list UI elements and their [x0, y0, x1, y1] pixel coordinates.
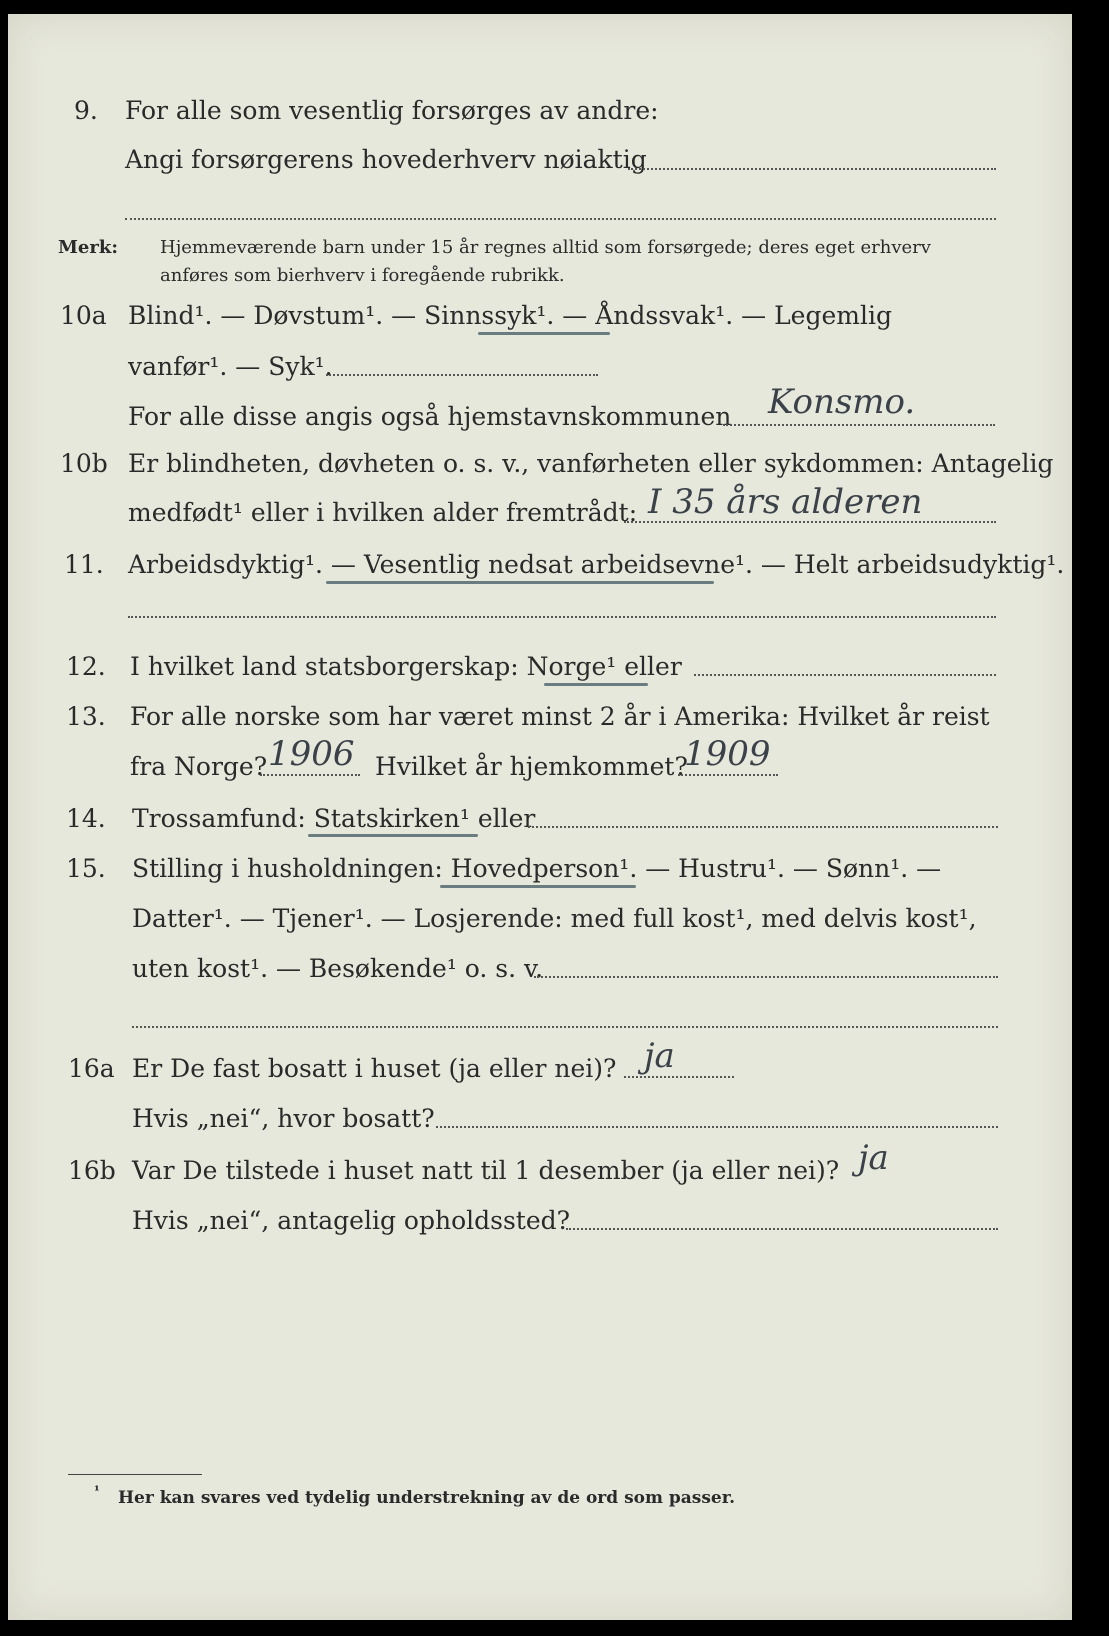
merk-note-line2: anføres som bierhverv i foregående rubrikk.	[160, 265, 565, 286]
footnote-rule	[68, 1474, 202, 1475]
q11-number: 11.	[64, 550, 104, 579]
q16a-bosatt-line[interactable]	[436, 1126, 998, 1128]
q13-hjemkommet-line[interactable]	[678, 774, 778, 776]
q14-trossamfund: Trossamfund: Statskirken¹ eller	[132, 804, 536, 833]
statskirken-underline	[308, 834, 478, 837]
q10a-hjemstavn-label: For alle disse angis også hjemstavnskommunen	[128, 402, 732, 431]
q15-stilling-line2: Datter¹. — Tjener¹. — Losjerende: med full kost¹, med delvis kost¹,	[132, 904, 977, 933]
q16b-opholdssted-label: Hvis „nei“, antagelig opholdssted?	[132, 1206, 571, 1235]
q16a-answer-line[interactable]	[624, 1076, 734, 1078]
q13-number: 13.	[66, 702, 106, 731]
q16b-question: Var De tilstede i huset natt til 1 desember (ja eller nei)?	[132, 1156, 840, 1185]
q13-reist-line[interactable]	[260, 774, 360, 776]
q14-answer-line[interactable]	[528, 826, 998, 828]
q15-stilling-line3: uten kost¹. — Besøkende¹ o. s. v.	[132, 954, 544, 983]
q16b-opholdssted-line[interactable]	[566, 1228, 998, 1230]
q11-answer-line[interactable]	[128, 616, 996, 618]
q13-question: For alle norske som har været minst 2 år i Amerika: Hvilket år reist	[130, 702, 990, 731]
q16a-answer: ja	[644, 1036, 675, 1076]
q16a-question: Er De fast bosatt i huset (ja eller nei)?	[132, 1054, 617, 1083]
q14-number: 14.	[66, 804, 106, 833]
q9-question: For alle som vesentlig forsørges av andre:	[125, 96, 659, 125]
q9-answer-line-2[interactable]	[125, 218, 996, 220]
q15-answer-line[interactable]	[534, 976, 998, 978]
q13-reist-label: fra Norge?	[130, 752, 268, 781]
q9-answer-line[interactable]	[628, 168, 996, 170]
q15-answer-line-2[interactable]	[132, 1026, 998, 1028]
footnote-text: Her kan svares ved tydelig understrekning av de ord som passer.	[118, 1488, 736, 1508]
q11-arbeidsevne: Arbeidsdyktig¹. — Vesentlig nedsat arbeidsevne¹. — Helt arbeidsudyktig¹.	[128, 550, 1065, 579]
merk-note-line1: Hjemmeværende barn under 15 år regnes alltid som forsørgede; deres eget erhverv	[160, 237, 931, 258]
q10a-conditions: Blind¹. — Døvstum¹. — Sinnssyk¹. — Åndssvak¹. — Legemlig	[128, 301, 892, 330]
q13-hjemkommet-answer: 1909	[684, 734, 771, 774]
q10b-alder-answer: I 35 års alderen	[648, 482, 923, 522]
q10a-hjemstavn-line[interactable]	[723, 424, 995, 426]
q13-hjemkommet-label: Hvilket år hjemkommet?	[375, 752, 688, 781]
merk-label: Merk:	[58, 237, 118, 258]
q16a-number: 16a	[68, 1054, 115, 1083]
census-form-page	[8, 14, 1072, 1620]
footnote-mark: ¹	[94, 1484, 100, 1499]
q10a-vanfor-syk: vanfør¹. — Syk¹.	[128, 352, 333, 381]
q13-reist-answer: 1906	[268, 734, 355, 774]
sinnssyk-underline	[478, 332, 610, 335]
q15-stilling-line1: Stilling i husholdningen: Hovedperson¹. — Hustru¹. — Sønn¹. —	[132, 854, 942, 883]
q12-number: 12.	[66, 652, 106, 681]
q16b-number: 16b	[68, 1156, 116, 1185]
q10a-hjemstavn-answer: Konsmo.	[768, 382, 916, 422]
q10b-number: 10b	[60, 449, 108, 478]
norge-underline	[544, 683, 648, 686]
q15-number: 15.	[66, 854, 106, 883]
hovedperson-underline	[440, 885, 636, 888]
q10a-syk-answer-line[interactable]	[326, 374, 598, 376]
q12-answer-line[interactable]	[694, 674, 996, 676]
q16a-bosatt-label: Hvis „nei“, hvor bosatt?	[132, 1104, 435, 1133]
q9-hovederhverv-label: Angi forsørgerens hovederhverv nøiaktig	[125, 145, 647, 174]
q10b-question: Er blindheten, døvheten o. s. v., vanførheten eller sykdommen: Antagelig	[128, 449, 1054, 478]
q10b-alder-label: medfødt¹ eller i hvilken alder fremtrådt:	[128, 498, 638, 527]
q10a-number: 10a	[60, 301, 107, 330]
q12-statsborgerskap: I hvilket land statsborgerskap: Norge¹ eller	[130, 652, 682, 681]
nedsat-arbeidsevne-underline	[326, 581, 714, 584]
q9-number: 9.	[74, 96, 98, 125]
q16b-answer: ja	[858, 1138, 889, 1178]
